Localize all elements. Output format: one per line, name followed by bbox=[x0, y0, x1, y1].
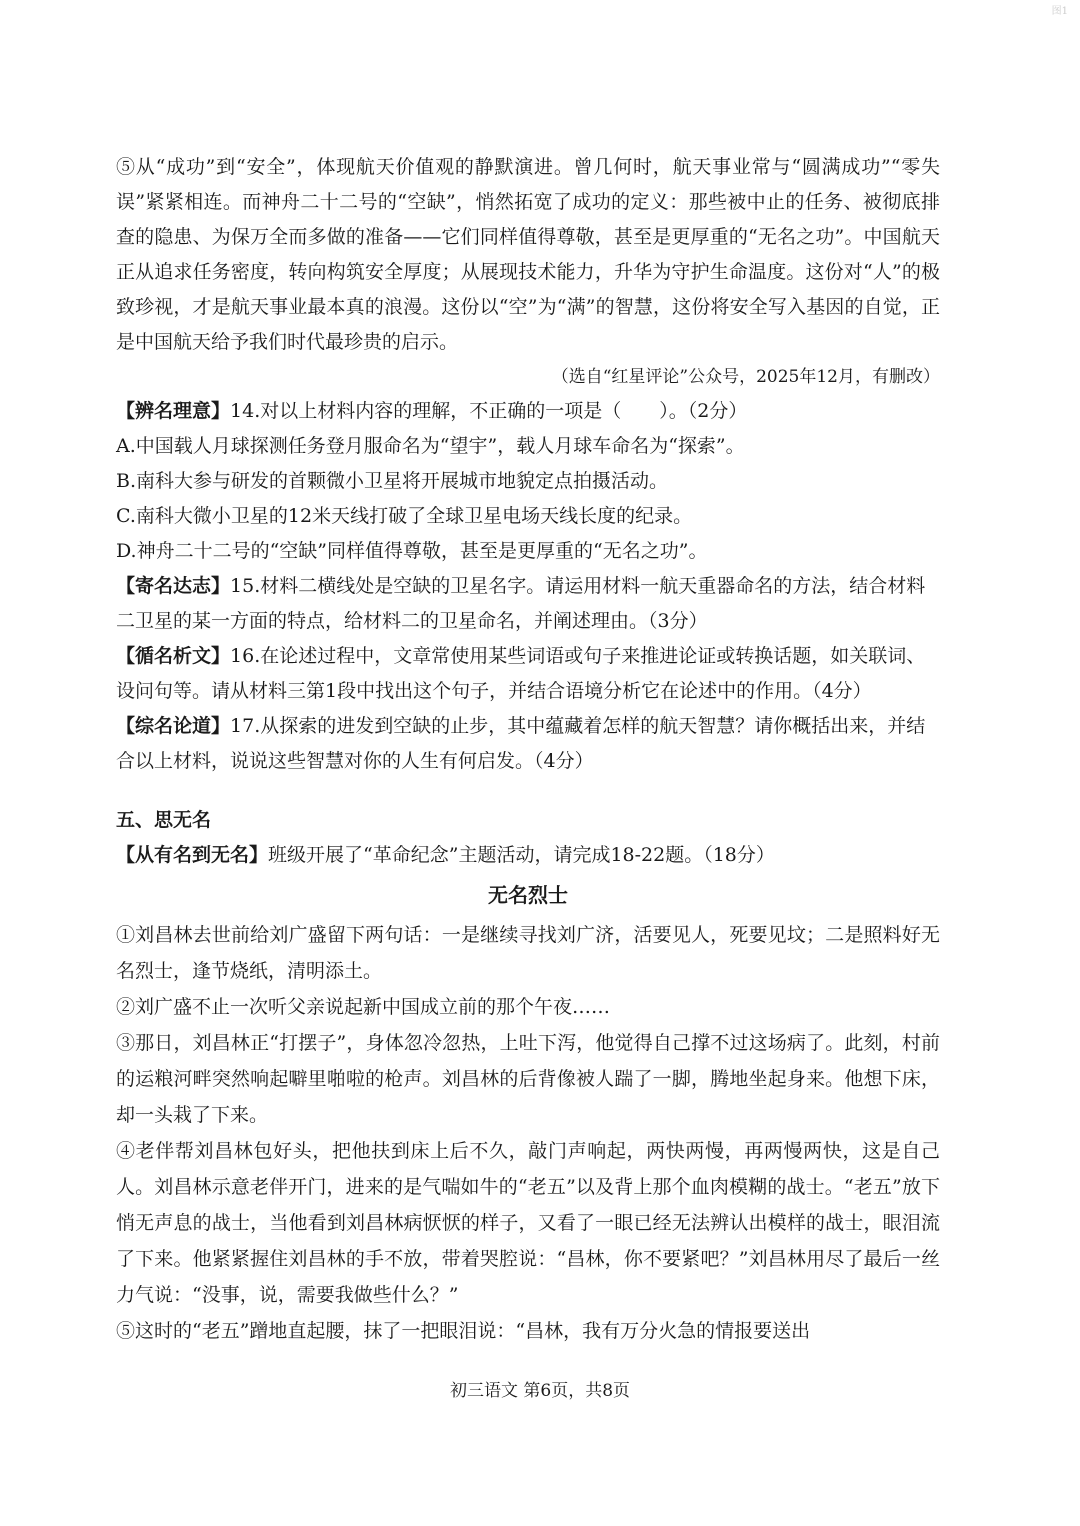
story-paragraph-4: ④老伴帮刘昌林包好头，把他扶到床上后不久，敲门声响起，两快两慢，再两慢两快，这是自己人。刘昌林示意老伴开门，进来的是气喘如牛的“老五”以及背上那个血肉模糊的战士。“老五”放下悄无声息的战士，当他看到刘昌林病恹恹的样子，又看了一眼已经无法辨认出模样的战士，眼泪流了下来。他紧紧握住刘昌林的手不放，带着哭腔说：“昌林，你不要紧吧？”刘昌林用尽了最后一丝力气说：“没事，说，需要我做些什么？” bbox=[116, 1140, 940, 1306]
question-14 bbox=[116, 394, 940, 429]
option-d bbox=[116, 534, 940, 569]
option-text: A.中国载人月球探测任务登月服命名为“望宇”，载人月球车命名为“探索”。 bbox=[116, 435, 745, 457]
question-text: 16.在论述过程中，文章常使用某些词语或句子来推进论证或转换话题，如关联词、设问句等。请从材料三第1段中找出这个句子，并结合语境分析它在论述中的作用。（4分） bbox=[116, 645, 926, 702]
section-five-intro bbox=[116, 838, 940, 873]
page-content bbox=[116, 150, 940, 1349]
intro-text: 班级开展了“革命纪念”主题活动，请完成18-22题。（18分） bbox=[268, 844, 775, 866]
question-15 bbox=[116, 569, 940, 639]
option-c bbox=[116, 499, 940, 534]
story-title: 无名烈士 bbox=[488, 883, 568, 907]
section-five-title: 五、思无名 bbox=[116, 809, 212, 831]
question-tag: 【综名论道】 bbox=[116, 715, 231, 737]
story-paragraph-2: ②刘广盛不止一次听父亲说起新中国成立前的那个午夜…… bbox=[116, 996, 611, 1018]
corner-mark: 图1 bbox=[1051, 6, 1068, 17]
option-b bbox=[116, 464, 940, 499]
option-text: B.南科大参与研发的首颗微小卫星将开展城市地貌定点拍摄活动。 bbox=[116, 470, 669, 492]
option-text: D.神舟二十二号的“空缺”同样值得尊敬，甚至是更厚重的“无名之功”。 bbox=[116, 540, 708, 562]
questions-block bbox=[116, 394, 940, 779]
page-footer: 初三语文 第6页，共8页 bbox=[449, 1381, 631, 1401]
option-a bbox=[116, 429, 940, 464]
intro-tag: 【从有名到无名】 bbox=[116, 844, 269, 866]
question-text: 15.材料二横线处是空缺的卫星名字。请运用材料一航天重器命名的方法，结合材料二卫星的某一方面的特点，给材料二的卫星命名，并阐述理由。（3分） bbox=[116, 575, 926, 632]
question-tag: 【辨名理意】 bbox=[116, 400, 231, 422]
story-paragraph-1: ①刘昌林去世前给刘广盛留下两句话：一是继续寻找刘广济，活要见人，死要见坟；二是照料好无名烈士，逢节烧纸，清明添土。 bbox=[116, 924, 940, 982]
source-citation: （选自“红星评论”公众号，2025年12月，有删改） bbox=[551, 367, 940, 387]
question-16 bbox=[116, 639, 940, 709]
story-paragraph-5: ⑤这时的“老五”蹭地直起腰，抹了一把眼泪说：“昌林，我有万分火急的情报要送出 bbox=[116, 1320, 811, 1342]
question-tag: 【循名析文】 bbox=[116, 645, 231, 667]
question-text: 14.对以上材料内容的理解，不正确的一项是（ ）。（2分） bbox=[230, 400, 748, 422]
question-text: 17.从探索的进发到空缺的止步，其中蕴藏着怎样的航天智慧？请你概括出来，并结合以上材料，说说这些智慧对你的人生有何启发。（4分） bbox=[116, 715, 926, 772]
option-text: C.南科大微小卫星的12米天线打破了全球卫星电场天线长度的纪录。 bbox=[116, 505, 693, 527]
material3-paragraph-5: ⑤从“成功”到“安全”，体现航天价值观的静默演进。曾几何时，航天事业常与“圆满成功”“零失误”紧紧相连。而神舟二十二号的“空缺”，悄然拓宽了成功的定义：那些被中止的任务、被彻底排查的隐患、为保万全而多做的准备——它们同样值得尊敬，甚至是更厚重的“无名之功”。中国航天正从追求任务密度，转向构筑安全厚度；从展现技术能力，升华为守护生命温度。这份对“人”的极致珍视，才是航天事业最本真的浪漫。这份以“空”为“满”的智慧，这份将安全写入基因的自觉，正是中国航天给予我们时代最珍贵的启示。 bbox=[116, 156, 940, 353]
question-17 bbox=[116, 709, 940, 779]
story-paragraph-3: ③那日，刘昌林正“打摆子”，身体忽冷忽热，上吐下泻，他觉得自己撑不过这场病了。此刻，村前的运粮河畔突然响起噼里啪啦的枪声。刘昌林的后背像被人踹了一脚，腾地坐起身来。他想下床，却一头栽了下来。 bbox=[116, 1032, 940, 1126]
question-tag: 【寄名达志】 bbox=[116, 575, 231, 597]
